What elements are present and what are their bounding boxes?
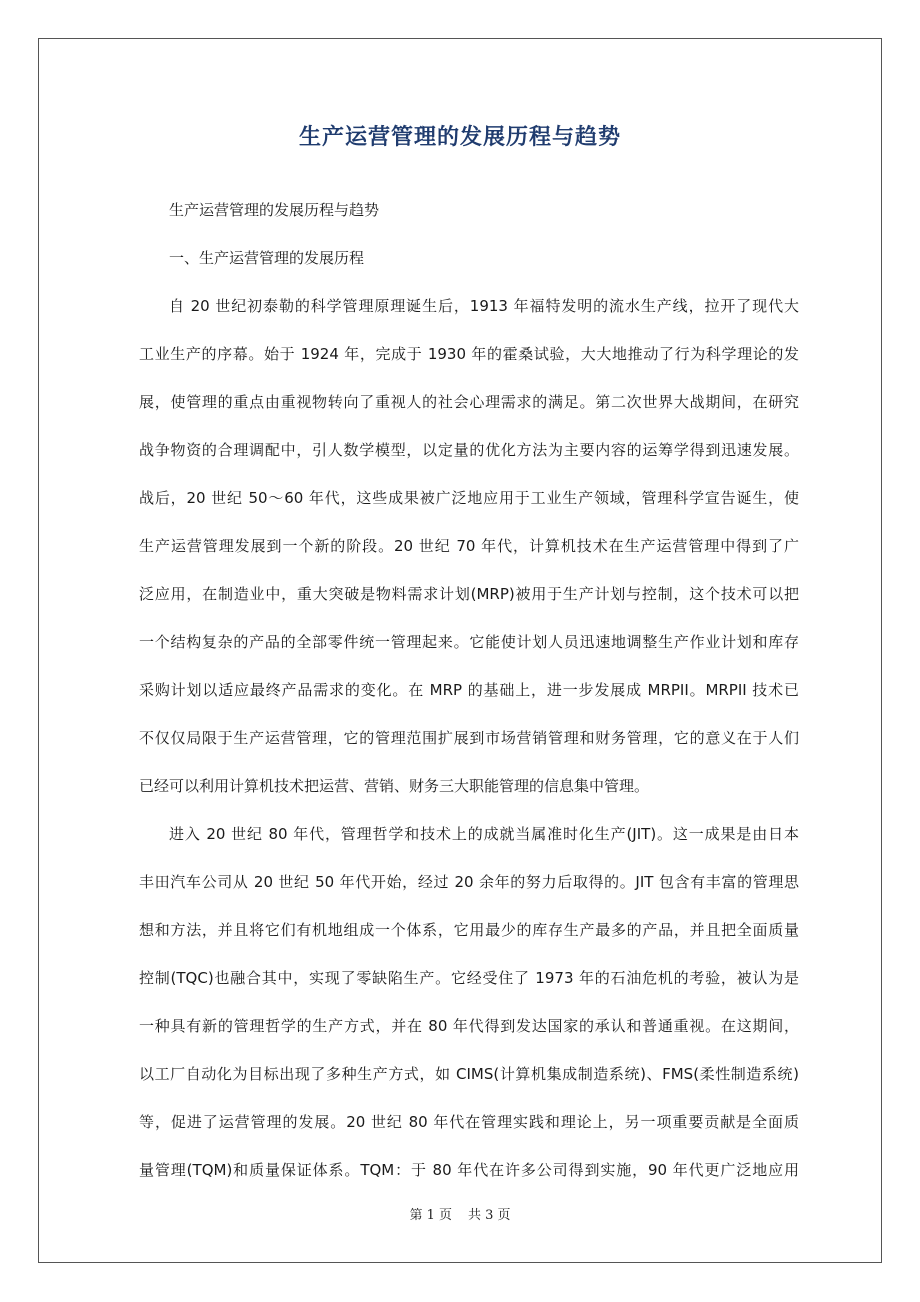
- paragraph-line: 一种具有新的管理哲学的生产方式，并在 80 年代得到发达国家的承认和普通重视。在这期间，: [139, 1017, 799, 1035]
- paragraph-line: 采购计划以适应最终产品需求的变化。在 MRP 的基础上，进一步发展成 MRPII。MRPII 技术已: [139, 681, 799, 699]
- paragraph-line: 工业生产的序幕。始于 1924 年，完成于 1930 年的霍桑试验，大大地推动了行为科学理论的发: [139, 345, 799, 363]
- paragraph-line: 不仅仅局限于生产运营管理，它的管理范围扩展到市场营销管理和财务管理，它的意义在于人们: [139, 729, 799, 747]
- paragraph-line: 丰田汽车公司从 20 世纪 50 年代开始，经过 20 余年的努力后取得的。JIT 包含有丰富的管理思: [139, 873, 799, 891]
- document-body: [139, 186, 799, 1194]
- paragraph-line: 等，促进了运营管理的发展。20 世纪 80 年代在管理实践和理论上，另一项重要贡献是全面质: [139, 1113, 799, 1131]
- paragraph-line: 自 20 世纪初泰勒的科学管理原理诞生后，1913 年福特发明的流水生产线，拉开了现代大: [169, 297, 799, 315]
- paragraph-line: 已经可以利用计算机技术把运营、营销、财务三大职能管理的信息集中管理。: [139, 777, 650, 795]
- paragraph-line: 泛应用，在制造业中，重大突破是物料需求计划(MRP)被用于生产计划与控制，这个技术可以把: [139, 585, 799, 603]
- section-heading: 一、生产运营管理的发展历程: [169, 249, 365, 267]
- body-line-subtitle: 生产运营管理的发展历程与趋势: [169, 201, 380, 219]
- paragraph-line: 展，使管理的重点由重视物转向了重视人的社会心理需求的满足。第二次世界大战期间，在研究: [139, 393, 799, 411]
- paragraph-line: 战后，20 世纪 50～60 年代，这些成果被广泛地应用于工业生产领域，管理科学宣告诞生，使: [139, 489, 799, 507]
- paragraph-line: 以工厂自动化为目标出现了多种生产方式，如 CIMS(计算机集成制造系统)、FMS(柔性制造系统): [139, 1065, 799, 1083]
- paragraph-line: 一个结构复杂的产品的全部零件统一管理起来。它能使计划人员迅速地调整生产作业计划和库存: [139, 633, 799, 651]
- paragraph-line: 生产运营管理发展到一个新的阶段。20 世纪 70 年代，计算机技术在生产运营管理中得到了广: [139, 537, 799, 555]
- document-title: 生产运营管理的发展历程与趋势: [298, 125, 621, 150]
- paragraph-line: 想和方法，并且将它们有机地组成一个体系，它用最少的库存生产最多的产品，并且把全面质量: [139, 921, 799, 939]
- paragraph-line: 进入 20 世纪 80 年代，管理哲学和技术上的成就当属准时化生产(JIT)。这一成果是由日本: [169, 825, 799, 843]
- paragraph-line: 量管理(TQM)和质量保证体系。TQM：于 80 年代在许多公司得到实施，90 年代更广泛地应用: [139, 1161, 799, 1179]
- page-footer: [38, 1206, 882, 1226]
- paragraph-line: 战争物资的合理调配中，引人数学模型，以定量的优化方法为主要内容的运筹学得到迅速发展。: [139, 441, 799, 459]
- page-number: 第 1 页: [409, 1208, 452, 1223]
- page-total: 共 3 页: [468, 1208, 511, 1223]
- paragraph-line: 控制(TQC)也融合其中，实现了零缺陷生产。它经受住了 1973 年的石油危机的考验，被认为是: [139, 969, 799, 987]
